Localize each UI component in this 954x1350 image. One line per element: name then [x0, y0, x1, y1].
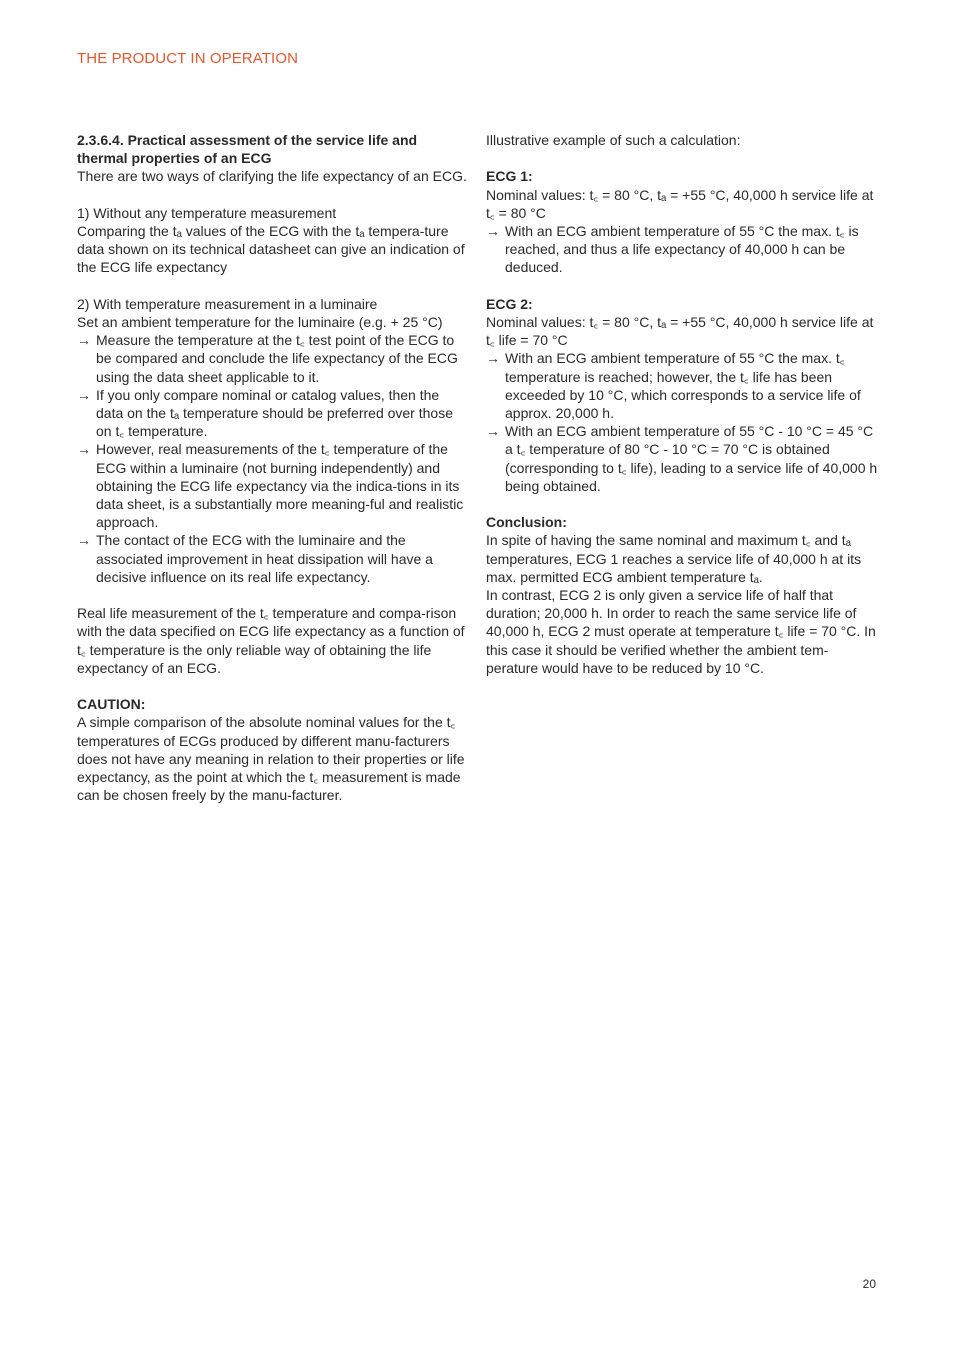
section-header: THE PRODUCT IN OPERATION — [77, 50, 299, 67]
method2-title: 2) With temperature measurement in a luminaire — [77, 295, 378, 312]
arrow-icon: → — [77, 386, 91, 403]
conclusion-paragraph-2: In contrast, ECG 2 is only given a service life of half that duration; 20,000 h. In order to reach the same service life of 40,000 h, ECG 2 must operate at temperature t꜀ life = 70 °C. In this case it should be verified whether the ambient tem-perature would have to be reduced by 10 °C. — [486, 587, 876, 676]
list-item: → With an ECG ambient temperature of 55 °C the max. t꜀ temperature is reached; however, the t꜀ life has been exceeded by 10 °C, which corresponds to a service life of approx. 20,000 h. — [486, 350, 861, 422]
method2-text: Set an ambient temperature for the luminaire (e.g. + 25 °C) — [77, 314, 443, 330]
real-life-paragraph: Real life measurement of the t꜀ temperature and compa-rison with the data specified on ECG life expectancy as a function of t꜀ temperature is the only reliable way of obtaining the life expectancy of an ECG. — [77, 605, 465, 676]
arrow-icon: → — [486, 350, 500, 367]
example-intro: Illustrative example of such a calculation: — [486, 132, 741, 148]
conclusion-title: Conclusion: — [486, 514, 567, 531]
caution-title: CAUTION: — [77, 696, 146, 713]
arrow-icon: → — [486, 423, 500, 440]
list-item: → The contact of the ECG with the luminaire and the associated improvement in heat dissipation will have a decisive influence on its real life expectancy. — [77, 532, 433, 585]
conclusion-paragraph-1: In spite of having the same nominal and maximum t꜀ and tₐ temperatures, ECG 1 reaches a service life of 40,000 h at its max. permitted ECG ambient temperature tₐ. — [486, 532, 862, 585]
ecg1-title: ECG 1: — [486, 168, 533, 185]
intro-paragraph: There are two ways of clarifying the life expectancy of an ECG. — [77, 168, 467, 185]
caution-text: A simple comparison of the absolute nominal values for the t꜀ temperatures of ECGs produced by different manu-facturers does not have any meaning in relation to their properties or life expectancy, as the point at which the t꜀ measurement is made can be chosen freely by the manu-facturer. — [77, 714, 465, 804]
arrow-icon: → — [77, 441, 91, 458]
list-item: → With an ECG ambient temperature of 55 °C the max. t꜀ is reached, and thus a life expectancy of 40,000 h can be deduced. — [486, 223, 859, 276]
left-column — [77, 131, 469, 804]
list-item: → With an ECG ambient temperature of 55 °C - 10 °C = 45 °C a t꜀ temperature of 80 °C - 10 °C = 70 °C is obtained (corresponding to t꜀ life), leading to a service life of 40,000 h being obtained. — [486, 423, 878, 494]
right-column — [486, 131, 878, 677]
section-title: 2.3.6.4. Practical assessment of the service life and thermal properties of an ECG — [77, 132, 418, 167]
method1-title: 1) Without any temperature measurement — [77, 204, 337, 221]
arrow-icon: → — [486, 223, 500, 239]
ecg2-title: ECG 2: — [486, 295, 533, 312]
ecg2-nominal: Nominal values: t꜀ = 80 °C, tₐ = +55 °C, 40,000 h service life at t꜀ life = 70 °C — [486, 314, 874, 349]
arrow-icon: → — [77, 332, 91, 349]
ecg1-nominal: Nominal values: t꜀ = 80 °C, tₐ = +55 °C, 40,000 h service life at t꜀ = 80 °C — [486, 186, 874, 221]
list-item: → If you only compare nominal or catalog values, then the data on the tₐ temperature should be preferred over those on t꜀ temperature. — [77, 386, 453, 440]
page-number: 20 — [862, 1277, 876, 1291]
list-item: → However, real measurements of the t꜀ temperature of the ECG within a luminaire (not burning independently) and obtaining the ECG life expectancy via the indica-tions in its data sheet, is a substantially more meaning-ful and realistic approach. — [77, 441, 464, 531]
list-item: → Measure the temperature at the t꜀ test point of the ECG to be compared and conclude the life expectancy of the ECG using the data sheet applicable to it. — [77, 332, 458, 385]
method1-text: Comparing the tₐ values of the ECG with the tₐ tempera-ture data shown on its technical datasheet can give an indication of the ECG life expectancy — [77, 223, 465, 276]
arrow-icon: → — [77, 532, 91, 549]
